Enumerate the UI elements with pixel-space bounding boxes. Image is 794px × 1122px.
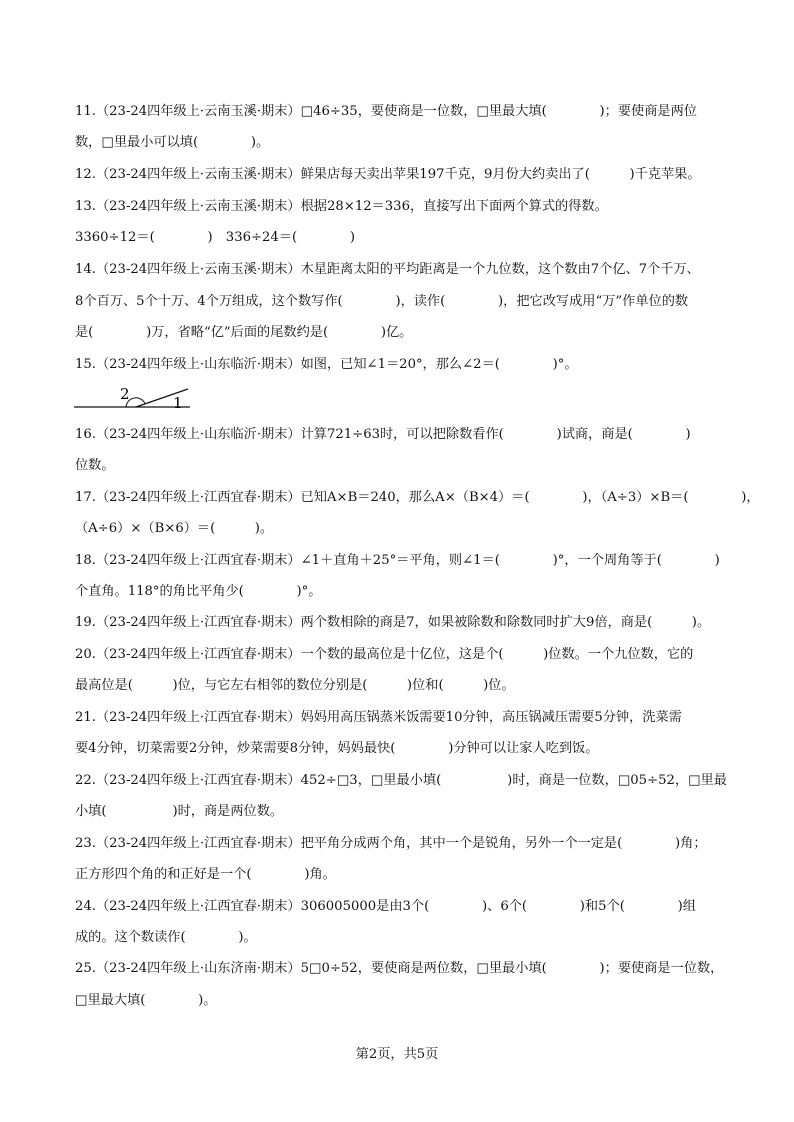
question-14-line-2: 8个百万、5个十万、4个万组成，这个数写作( )，读作( )，把它改写成用“万”作单位的数 — [75, 294, 689, 309]
question-23-line-2: 正方形四个角的和正好是一个( )角。 — [75, 867, 336, 882]
question-22-line-1: 22.（23-24四年级上·江西宜春·期末）452÷□3，□里最小填( )时，商是一位数，□05÷52，□里最 — [75, 773, 727, 788]
angle-label-1: 1 — [173, 394, 183, 411]
question-23-line-1: 23.（23-24四年级上·江西宜春·期末）把平角分成两个角，其中一个是锐角，另外一个一定是( )角； — [75, 836, 707, 851]
question-20-line-2: 最高位是( )位，与它左右相邻的数位分别是( )位和( )位。 — [75, 678, 515, 693]
question-25-line-2: □里最大填( )。 — [75, 993, 217, 1008]
question-18-line-1: 18.（23-24四年级上·江西宜春·期末）∠1＋直角＋25°＝平角，则∠1＝( )°，一个周角等于( ) — [75, 553, 720, 568]
question-13-line-1: 13.（23-24四年级上·云南玉溪·期末）根据28×12＝336，直接写出下面两个算式的得数。 — [75, 199, 608, 214]
question-15-line-1: 15.（23-24四年级上·山东临沂·期末）如图，已知∠1＝20°，那么∠2＝( )°。 — [75, 357, 578, 372]
question-24-line-2: 成的。这个数读作( )。 — [75, 930, 257, 945]
question-24-line-1: 24.（23-24四年级上·江西宜春·期末）306005000是由3个( )、6个( )和5个( )组 — [75, 899, 696, 914]
question-17-line-2: （A÷6）×（B×6）＝( )。 — [75, 521, 274, 536]
question-11-line-2: 数，□里最小可以填( )。 — [75, 135, 270, 150]
page-footer: 第2页，共5页 — [355, 1047, 439, 1062]
question-12-line-1: 12.（23-24四年级上·云南玉溪·期末）鲜果店每天卖出苹果197千克，9月份大约卖出了( )千克苹果。 — [75, 167, 701, 182]
question-22-line-2: 小填( )时，商是两位数。 — [75, 804, 284, 819]
question-14-line-1: 14.（23-24四年级上·云南玉溪·期末）木星距离太阳的平均距离是一个九位数，这个数由7个亿、7个千万、 — [75, 262, 700, 277]
question-21-line-2: 要4分钟，切菜需要2分钟，炒菜需要8分钟，妈妈最快( )分钟可以让家人吃到饭。 — [75, 741, 599, 756]
question-19-line-1: 19.（23-24四年级上·江西宜春·期末）两个数相除的商是7，如果被除数和除数同时扩大9倍，商是( )。 — [75, 615, 711, 630]
question-17-line-1: 17.（23-24四年级上·江西宜春·期末）已知A×B＝240，那么A×（B×4）＝( )，（A÷3）×B＝( )， — [75, 490, 760, 505]
question-11-line-1: 11.（23-24四年级上·云南玉溪·期末）□46÷35，要使商是一位数，□里最大填( )；要使商是两位 — [75, 104, 697, 119]
angle-figure — [72, 385, 192, 411]
question-16-line-1: 16.（23-24四年级上·山东临沂·期末）计算721÷63时，可以把除数看作( )试商，商是( ) — [75, 427, 691, 442]
question-21-line-1: 21.（23-24四年级上·江西宜春·期末）妈妈用高压锅蒸米饭需要10分钟，高压锅减压需要5分钟，洗菜需 — [75, 710, 682, 725]
angle-label-2: 2 — [120, 385, 130, 403]
question-16-line-2: 位数。 — [75, 458, 115, 473]
question-14-line-3: 是( )万，省略“亿”后面的尾数约是( )亿。 — [75, 325, 413, 340]
question-20-line-1: 20.（23-24四年级上·江西宜春·期末）一个数的最高位是十亿位，这是个( )位数。一个九位数，它的 — [75, 647, 694, 662]
question-25-line-1: 25.（23-24四年级上·山东济南·期末）5□0÷52，要使商是两位数，□里最小填( )；要使商是一位数， — [75, 961, 724, 976]
question-13-line-2: 3360÷12＝( ) 336÷24＝( ) — [75, 230, 356, 245]
question-18-line-2: 个直角。118°的角比平角少( )°。 — [75, 584, 322, 599]
